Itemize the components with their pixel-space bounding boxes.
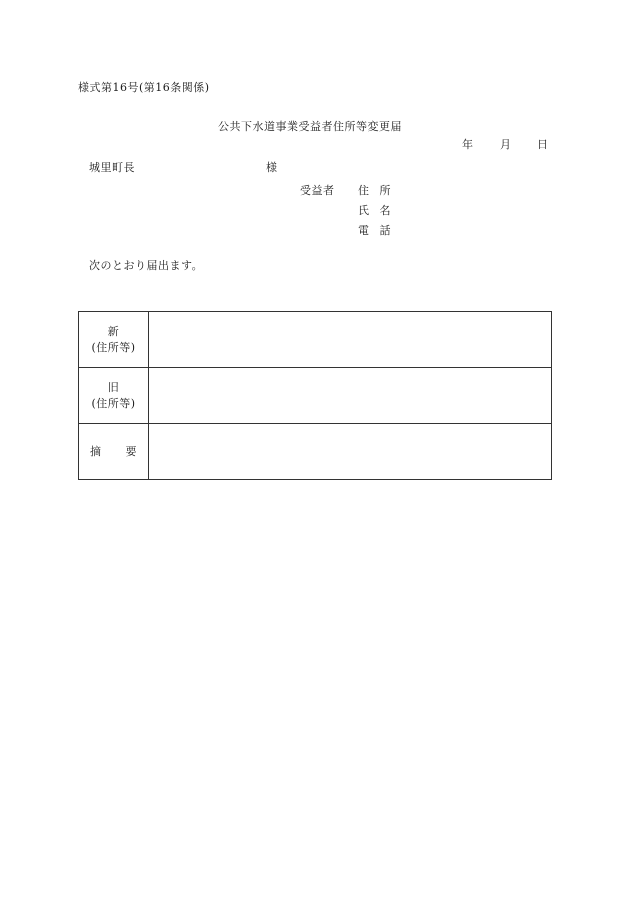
applicant-label: 受益者: [300, 184, 335, 197]
honorific: 様: [266, 161, 278, 174]
date-year-label: 年: [462, 138, 474, 151]
name-label: 氏 名: [358, 204, 391, 217]
form-number: 様式第16号(第16条関係): [78, 81, 210, 94]
summary-field[interactable]: [149, 424, 552, 480]
old-address-header: 旧 (住所等): [79, 368, 149, 424]
table-row-summary: [79, 424, 552, 480]
summary-header: 摘 要: [79, 424, 149, 480]
addressee: 城里町長: [89, 161, 135, 174]
date-day-label: 日: [537, 138, 549, 151]
old-address-field[interactable]: [149, 368, 552, 424]
change-table: [78, 311, 552, 480]
phone-label: 電 話: [358, 224, 391, 237]
new-address-field[interactable]: [149, 312, 552, 368]
statement-text: 次のとおり届出ます。: [89, 259, 204, 272]
date-month-label: 月: [500, 138, 512, 151]
table-row-old: [79, 368, 552, 424]
address-label: 住 所: [358, 184, 391, 197]
new-address-header: 新 (住所等): [79, 312, 149, 368]
document-title: 公共下水道事業受益者住所等変更届: [218, 120, 402, 133]
table-row-new: [79, 312, 552, 368]
